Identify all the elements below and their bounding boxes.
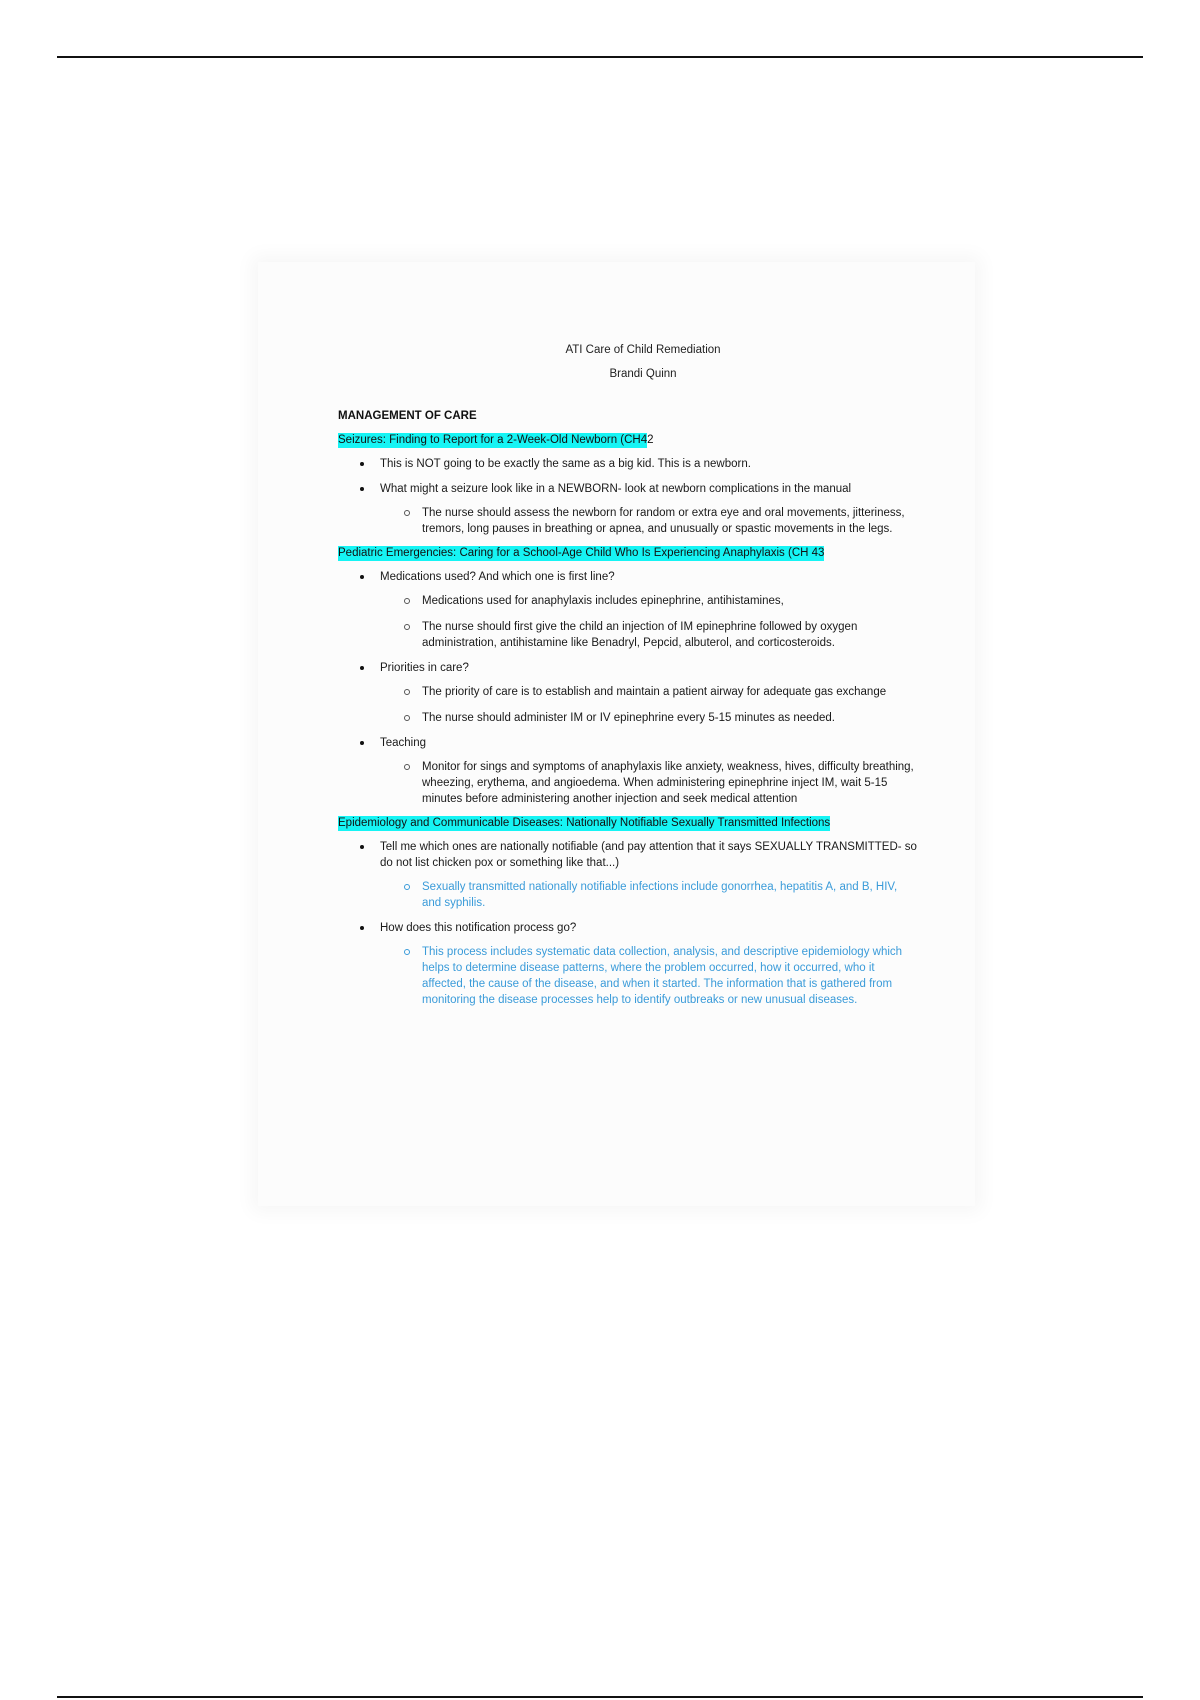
sub-bullet-circle-icon — [404, 624, 410, 630]
top-rule — [57, 56, 1143, 58]
sub-list — [380, 944, 918, 1008]
bullet-item — [360, 481, 918, 537]
bottom-rule — [57, 1696, 1143, 1698]
document-title: ATI Care of Child Remediation — [565, 344, 721, 356]
sub-text: The nurse should first give the child an injection of IM epinephrine followed by oxygen administration, antihistamine like Benadryl, Pepcid, albuterol, and corticosteroids. — [422, 621, 858, 649]
sub-item — [402, 619, 918, 651]
sub-item — [402, 593, 918, 609]
sub-list — [380, 684, 918, 726]
bullet-text: How does this notification process go? — [380, 922, 577, 934]
bullet-dot-icon — [360, 462, 364, 466]
document-page — [258, 262, 975, 1206]
bullet-text: This is NOT going to be exactly the same as a big kid. This is a newborn. — [380, 458, 751, 470]
sub-bullet-circle-icon — [404, 510, 410, 516]
topic-heading-seizures — [338, 432, 918, 448]
topic-heading-epidemiology — [338, 815, 918, 831]
sub-text: The nurse should assess the newborn for random or extra eye and oral movements, jitteriness, tremors, long pauses in breathing or apnea, and unusually or spastic movements in the legs. — [422, 507, 905, 535]
sub-item — [402, 505, 918, 537]
sub-item — [402, 684, 918, 700]
document-author: Brandi Quinn — [609, 368, 677, 380]
sub-text: The nurse should administer IM or IV epinephrine every 5-15 minutes as needed. — [422, 712, 835, 724]
bullet-item — [360, 569, 918, 651]
sub-bullet-circle-icon — [404, 598, 410, 604]
bullet-dot-icon — [360, 666, 364, 670]
sub-bullet-circle-icon — [404, 949, 410, 955]
sub-list — [380, 593, 918, 651]
topic-heading-anaphylaxis — [338, 545, 918, 561]
heading-tail: 2 — [647, 434, 654, 446]
bullet-item — [360, 920, 918, 1008]
bullet-dot-icon — [360, 845, 364, 849]
bullet-dot-icon — [360, 487, 364, 491]
bullet-item — [360, 839, 918, 911]
sub-list — [380, 759, 918, 807]
sub-bullet-circle-icon — [404, 764, 410, 770]
sub-text: The priority of care is to establish and maintain a patient airway for adequate gas exchange — [422, 686, 887, 698]
bullet-dot-icon — [360, 926, 364, 930]
sub-item — [402, 944, 918, 1008]
bullet-text: Teaching — [380, 737, 427, 749]
bullet-item — [360, 456, 918, 472]
sub-item — [402, 759, 918, 807]
bullet-text: Tell me which ones are nationally notifiable (and pay attention that it says SEXUALLY TRANSMITTED- so do not list chicken pox or something like that...) — [380, 841, 917, 869]
sub-list — [380, 879, 918, 911]
sub-bullet-circle-icon — [404, 715, 410, 721]
sub-list — [380, 505, 918, 537]
highlighted-heading: Pediatric Emergencies: Caring for a School-Age Child Who Is Experiencing Anaphylaxis (CH 43 — [338, 547, 825, 559]
sub-item — [402, 879, 918, 911]
sub-bullet-circle-icon — [404, 884, 410, 890]
bullet-text: Medications used? And which one is first line? — [380, 571, 615, 583]
section-heading: MANAGEMENT OF CARE — [338, 410, 477, 422]
bullet-list — [338, 569, 918, 807]
document-content — [338, 342, 918, 1008]
sub-text-answer: This process includes systematic data collection, analysis, and descriptive epidemiology which helps to determine disease patterns, where the problem occurred, how it occurred, who it affected, the cause of the disease, and when it started. The information that is gathered from monitoring the disease processes help to identify outbreaks or new unusual diseases. — [422, 946, 903, 1006]
highlighted-heading: Seizures: Finding to Report for a 2-Week-Old Newborn (CH4 — [338, 434, 648, 446]
bullet-dot-icon — [360, 741, 364, 745]
bullet-item — [360, 735, 918, 807]
bullet-list — [338, 839, 918, 1008]
sub-item — [402, 710, 918, 726]
sub-text: Medications used for anaphylaxis includes epinephrine, antihistamines, — [422, 595, 784, 607]
bullet-text: Priorities in care? — [380, 662, 469, 674]
sub-bullet-circle-icon — [404, 689, 410, 695]
bullet-dot-icon — [360, 575, 364, 579]
bullet-item — [360, 660, 918, 726]
highlighted-heading: Epidemiology and Communicable Diseases: Nationally Notifiable Sexually Transmitted Infections — [338, 817, 831, 829]
bullet-list — [338, 456, 918, 537]
bullet-text: What might a seizure look like in a NEWBORN- look at newborn complications in the manual — [380, 483, 852, 495]
sub-text-answer: Sexually transmitted nationally notifiable infections include gonorrhea, hepatitis A, and B, HIV, and syphilis. — [422, 881, 898, 909]
sub-text: Monitor for sings and symptoms of anaphylaxis like anxiety, weakness, hives, difficulty breathing, wheezing, erythema, and angioedema. When administering epinephrine inject IM, wait 5-15 minutes before administering another injection and seek medical attention — [422, 761, 914, 805]
